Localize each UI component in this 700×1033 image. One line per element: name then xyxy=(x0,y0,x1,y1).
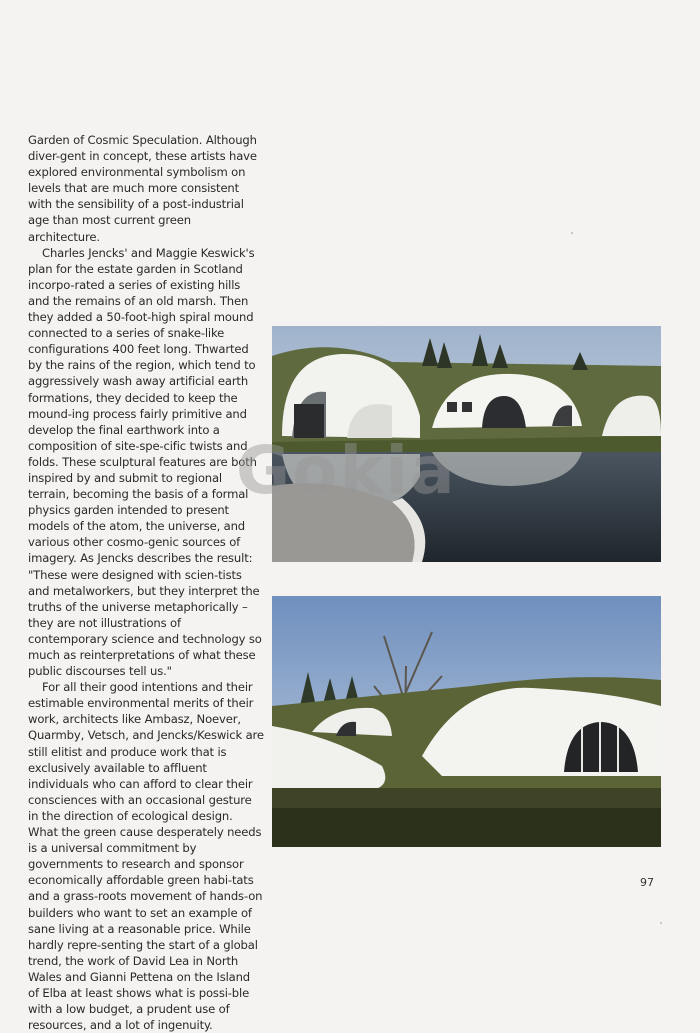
paragraph-2: Charles Jencks' and Maggie Keswick's plan for the estate garden in Scotland incorpo-rated a series of existing hills and the remains of an old marsh. Then they added a 50-foot-high spiral mound connected to a series of snake-like configurations 400 feet long. Thwarted by the rains of the region, which tend to aggressively wash away artificial earth formations, they decided to keep the mound-ing process fairly primitive and develop the final earthwork into a composition of site-spe-cific twists and folds. These sculptural features are both inspired by and submit to regional terrain, becoming the basis of a formal physics garden intended to present models of the atom, the universe, and various other cosmo-genic sources of imagery. As Jencks describes the result: "These were designed with scien-tists and metalworkers, but they interpret the truths of the universe metaphorically – they are not illustrations of contemporary science and technology so much as reinterpretations of what these public discourses tell us." xyxy=(28,245,262,679)
paper-speck xyxy=(571,232,573,234)
paragraph-1: Garden of Cosmic Speculation. Although diver-gent in concept, these artists have explored environmental symbolism on levels that are much more consistent with the sensibility of a post-industrial age than most current green architecture. xyxy=(28,133,257,244)
earth-house-lawn-photo xyxy=(272,596,661,847)
watermark: Gokia xyxy=(236,432,457,509)
body-text-column xyxy=(28,132,264,1033)
page-number: 97 xyxy=(640,876,654,889)
paper-speck xyxy=(660,922,662,924)
paragraph-3: For all their good intentions and their estimable environmental merits of their work, architects like Ambasz, Noever, Quarmby, Vetsch, and Jencks/Keswick are still elitist and produce work that is exclusively available to affluent individuals who can afford to clear their consciences with an occasional gesture in the direction of ecological design. What the green cause desperately needs is a universal commitment by governments to research and sponsor economically affordable green habi-tats and a grass-roots movement of hands-on builders who want to set an example of sane living at a reasonable price. While hardly repre-senting the start of a global trend, the work of David Lea in North Wales and Gianni Pettena on the Island of Elba at least shows what is possi-ble with a low budget, a prudent use of resources, and a lot of ingenuity. xyxy=(28,680,264,1033)
